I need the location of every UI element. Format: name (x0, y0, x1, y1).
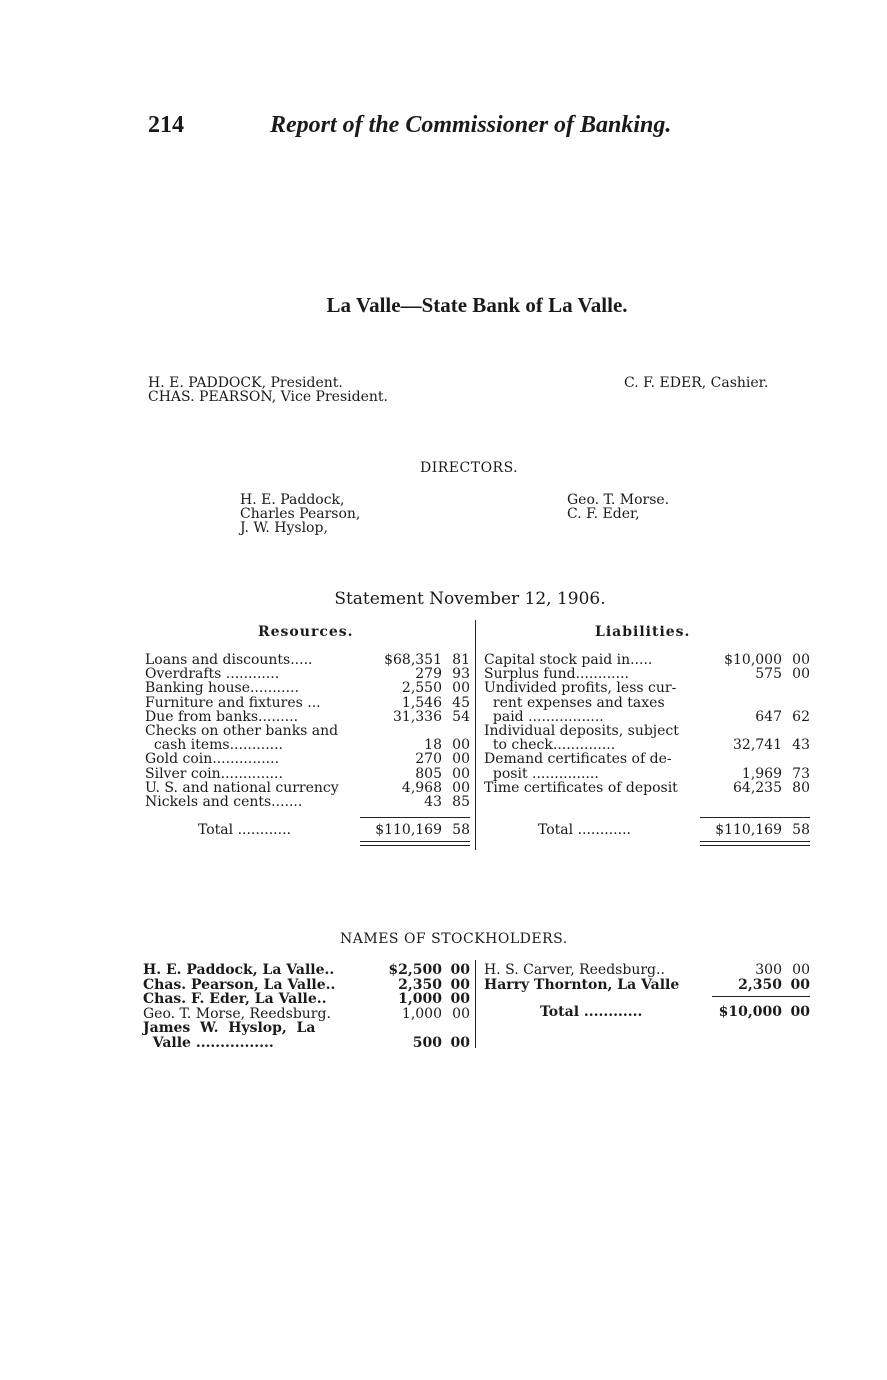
double-rule (700, 841, 810, 842)
stockholders-total-dollars: $10,000 (718, 1004, 782, 1020)
liabilities-total-label: Total ............ (538, 822, 631, 838)
row-dollars: $2,500 (388, 962, 442, 978)
directors-heading: DIRECTORS. (420, 460, 519, 476)
row-dollars: 2,350 (398, 976, 442, 993)
bank-title: La Valle—State Bank of La Valle. (326, 293, 628, 317)
row-cents: 00 (450, 976, 470, 993)
stockholders-heading: NAMES OF STOCKHOLDERS. (340, 931, 568, 947)
row-dollars: 647 (755, 708, 782, 725)
row-label: rent expenses and taxes (484, 694, 665, 711)
row-dollars: 1,000 (398, 991, 442, 1008)
row-cents: 00 (452, 1005, 470, 1022)
row-label: James W. Hyslop, La (143, 1020, 316, 1037)
director-name: H. E. Paddock, (240, 492, 345, 508)
row-dollars: 2,550 (401, 680, 442, 697)
liabilities-total-dollars: $110,169 (715, 822, 782, 838)
row-dollars: 4,968 (401, 779, 442, 796)
row-cents: 00 (452, 751, 470, 768)
row-cents: 54 (452, 708, 470, 725)
row-label: Valle ................ (143, 1035, 274, 1051)
row-cents: 73 (792, 765, 810, 782)
row-dollars: 18 (424, 737, 442, 754)
resources-total-label: Total ............ (198, 822, 291, 838)
column-divider (475, 960, 476, 1048)
row-cents: 00 (452, 737, 470, 754)
officer-vice-president: CHAS. PEARSON, Vice President. (148, 389, 388, 405)
row-cents: 00 (452, 765, 470, 782)
liabilities-heading: Liabilities. (595, 624, 691, 640)
row-dollars: 279 (415, 666, 442, 683)
row-label: cash items............ (145, 737, 283, 754)
officer-president: H. E. PADDOCK, President. (148, 375, 343, 391)
row-dollars: 32,741 (733, 737, 782, 754)
stockholders-total-label: Total ............ (540, 1004, 643, 1020)
row-label: Demand certificates of de- (484, 751, 672, 768)
row-dollars: 300 (755, 962, 782, 978)
row-dollars: 1,969 (741, 765, 782, 782)
director-name: Geo. T. Morse. (567, 492, 670, 508)
running-title: Report of the Commissioner of Banking. (270, 112, 672, 138)
row-dollars: 500 (412, 1035, 442, 1051)
row-dollars: 1,546 (401, 694, 442, 711)
row-label: posit ............... (484, 765, 599, 782)
row-dollars: $68,351 (384, 652, 442, 668)
row-label: Silver coin.............. (145, 765, 283, 782)
row-dollars: 575 (755, 666, 782, 683)
row-label: Banking house........... (145, 680, 299, 697)
row-cents: 00 (450, 1035, 470, 1051)
row-label: Checks on other banks and (145, 723, 339, 739)
row-label: Due from banks......... (145, 708, 299, 725)
row-cents: 00 (792, 652, 810, 668)
row-cents: 43 (792, 737, 810, 754)
row-label: to check.............. (484, 737, 616, 754)
row-label: Loans and discounts..... (145, 652, 313, 668)
row-cents: 00 (452, 680, 470, 697)
director-name: C. F. Eder, (567, 506, 640, 522)
resources-heading: Resources. (258, 624, 354, 640)
director-name: J. W. Hyslop, (240, 520, 328, 536)
resources-total-dollars: $110,169 (375, 822, 442, 838)
double-rule (360, 845, 470, 846)
row-cents: 00 (450, 991, 470, 1008)
resources-total-cents: 58 (452, 822, 470, 838)
row-label: Furniture and fixtures ... (145, 694, 321, 711)
row-label: Harry Thornton, La Valle (484, 976, 680, 993)
row-label: H. E. Paddock, La Valle.. (143, 962, 335, 978)
row-cents: 81 (452, 652, 470, 668)
director-name: Charles Pearson, (240, 506, 361, 522)
row-label: Overdrafts ............ (145, 666, 280, 683)
liabilities-total-cents: 58 (792, 822, 810, 838)
total-rule (700, 817, 810, 818)
row-label: Surplus fund............ (484, 666, 629, 683)
page-number: 214 (148, 112, 184, 138)
row-cents: 85 (452, 794, 470, 810)
statement-title: Statement November 12, 1906. (334, 589, 606, 609)
row-cents: 00 (452, 779, 470, 796)
total-rule (360, 817, 470, 818)
stockholders-total-cents: 00 (790, 1004, 810, 1020)
row-label: U. S. and national currency (145, 779, 339, 796)
row-label: Individual deposits, subject (484, 723, 679, 739)
row-dollars: 43 (424, 794, 442, 810)
row-label: Time certificates of deposit (484, 779, 678, 796)
row-cents: 93 (452, 666, 470, 683)
row-label: Chas. F. Eder, La Valle.. (143, 991, 327, 1008)
row-cents: 00 (792, 666, 810, 683)
row-label: paid ................. (484, 708, 604, 725)
officer-cashier: C. F. EDER, Cashier. (624, 375, 769, 391)
row-dollars: 2,350 (738, 976, 782, 993)
row-cents: 45 (452, 694, 470, 711)
double-rule (700, 845, 810, 846)
row-cents: 00 (790, 976, 810, 993)
row-dollars: 64,235 (733, 779, 782, 796)
total-rule (712, 996, 810, 997)
row-cents: 80 (792, 779, 810, 796)
row-dollars: $10,000 (724, 652, 782, 668)
row-cents: 00 (450, 962, 470, 978)
row-cents: 62 (792, 708, 810, 725)
row-label: Chas. Pearson, La Valle.. (143, 976, 336, 993)
row-label: Gold coin............... (145, 751, 280, 768)
row-dollars: 1,000 (401, 1005, 442, 1022)
row-dollars: 270 (415, 751, 442, 768)
double-rule (360, 841, 470, 842)
row-label: Capital stock paid in..... (484, 652, 653, 668)
row-label: Undivided profits, less cur- (484, 680, 677, 697)
row-dollars: 31,336 (393, 708, 442, 725)
row-label: Geo. T. Morse, Reedsburg. (143, 1005, 331, 1022)
row-dollars: 805 (415, 765, 442, 782)
row-cents: 00 (792, 962, 810, 978)
row-label: H. S. Carver, Reedsburg.. (484, 962, 665, 978)
column-divider (475, 620, 476, 850)
row-label: Nickels and cents....... (145, 794, 303, 810)
